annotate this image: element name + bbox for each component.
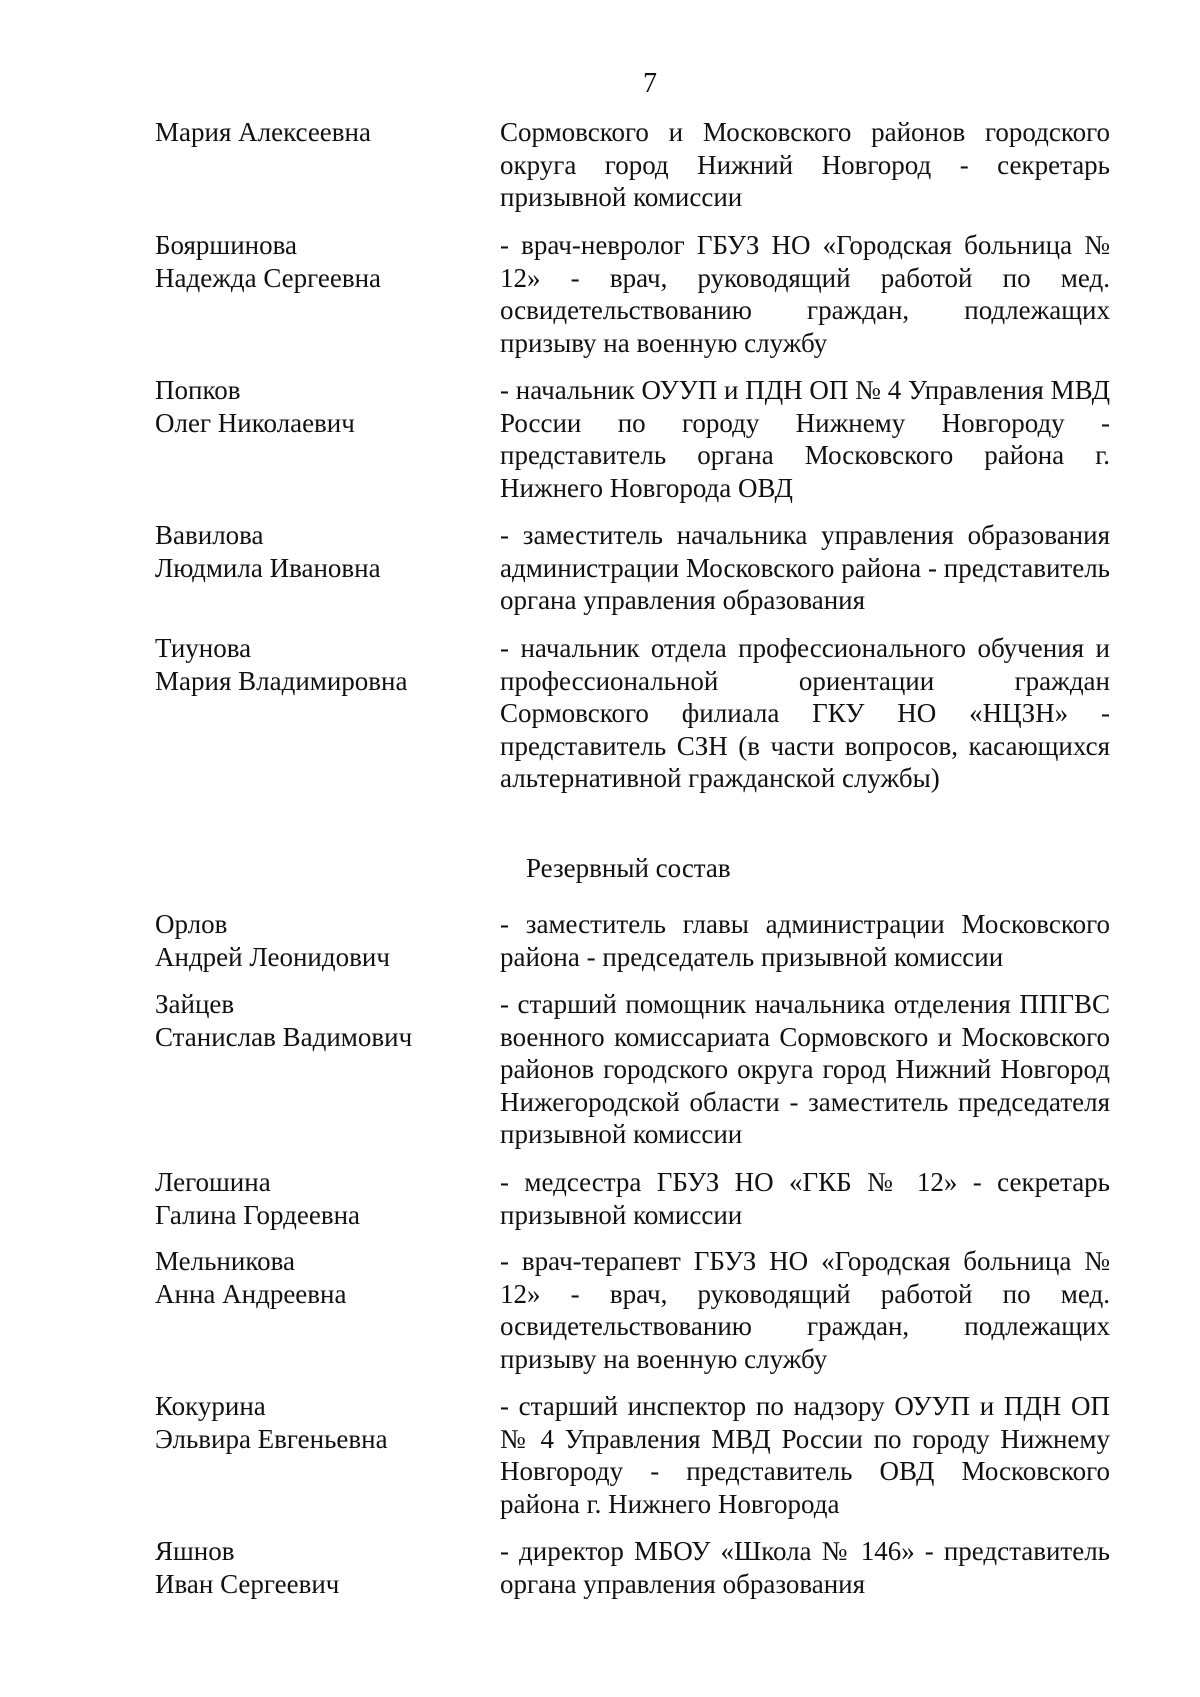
member-name-line: Андрей Леонидович <box>155 941 390 972</box>
member-name <box>155 374 475 439</box>
member-name <box>155 1390 475 1455</box>
member-name-line: Олег Николаевич <box>155 407 355 438</box>
member-name <box>155 908 475 973</box>
reserve-section-heading: Резервный состав <box>526 853 731 883</box>
member-name-line: Мария Владимировна <box>155 665 408 696</box>
member-name-line: Мельникова <box>155 1246 295 1276</box>
member-name-line: Орлов <box>155 909 228 939</box>
member-description: - старший помощник начальника отделения ППГВС военного комиссариата Сормовского и Московского районов городского округа город Нижний Новгород Нижегородской области - заместитель председателя призывной комиссии <box>500 989 1110 1149</box>
member-name-line: Станислав Вадимович <box>155 1021 413 1052</box>
member-description: - начальник отдела профессионального обучения и профессиональной ориентации граждан Сормовского филиала ГКУ НО «НЦЗН» - представитель СЗН (в части вопросов, касающихся альтернативной гражданской службы) <box>500 633 1110 793</box>
member-description: - медсестра ГБУЗ НО «ГКБ № 12» - секретарь призывной комиссии <box>500 1167 1110 1230</box>
member-name <box>155 632 475 697</box>
member-description: - начальник ОУУП и ПДН ОП № 4 Управления МВД России по городу Нижнему Новгороду - представитель органа Московского района г. Нижнего Новгорода ОВД <box>500 375 1110 503</box>
member-description: - врач-терапевт ГБУЗ НО «Городская больница № 12» - врач, руководящий работой по мед. освидетельствованию граждан, подлежащих призыву на военную службу <box>500 1246 1110 1374</box>
member-name-line: Легошина <box>155 1167 271 1197</box>
member-name-line: Анна Андреевна <box>155 1278 347 1309</box>
member-description: Сормовского и Московского районов городского округа город Нижний Новгород - секретарь призывной комиссии <box>500 117 1110 212</box>
member-name-line: Яшнов <box>155 1536 235 1566</box>
member-description: - врач-невролог ГБУЗ НО «Городская больница № 12» - врач, руководящий работой по мед. освидетельствованию граждан, подлежащих призыву на военную службу <box>500 230 1110 358</box>
member-name-line: Мария Алексеевна <box>155 117 371 147</box>
member-name <box>155 229 475 294</box>
member-name <box>155 1245 475 1310</box>
member-name <box>155 1166 475 1231</box>
member-name <box>155 519 475 584</box>
page-number: 7 <box>643 68 657 99</box>
member-description: - заместитель главы администрации Московского района - председатель призывной комиссии <box>500 909 1110 972</box>
member-description: - директор МБОУ «Школа № 146» - представитель органа управления образования <box>500 1536 1110 1599</box>
member-name-line: Попков <box>155 375 241 405</box>
member-description: - старший инспектор по надзору ОУУП и ПДН ОП № 4 Управления МВД России по городу Нижнему Новгороду - представитель ОВД Московского района г. Нижнего Новгорода <box>500 1391 1110 1519</box>
member-name-line: Зайцев <box>155 989 235 1019</box>
member-name-line: Людмила Ивановна <box>155 552 381 583</box>
member-name-line: Бояршинова <box>155 230 297 260</box>
member-name-line: Надежда Сергеевна <box>155 262 382 293</box>
member-name-line: Галина Гордеевна <box>155 1199 361 1230</box>
member-name-line: Тиунова <box>155 633 252 663</box>
member-name <box>155 116 475 149</box>
member-name-line: Иван Сергеевич <box>155 1568 340 1599</box>
member-name <box>155 1535 475 1600</box>
member-name-line: Эльвира Евгеньевна <box>155 1423 388 1454</box>
member-name-line: Вавилова <box>155 520 264 550</box>
member-name <box>155 988 475 1053</box>
member-name-line: Кокурина <box>155 1391 266 1421</box>
member-description: - заместитель начальника управления образования администрации Московского района - представитель органа управления образования <box>500 520 1110 615</box>
